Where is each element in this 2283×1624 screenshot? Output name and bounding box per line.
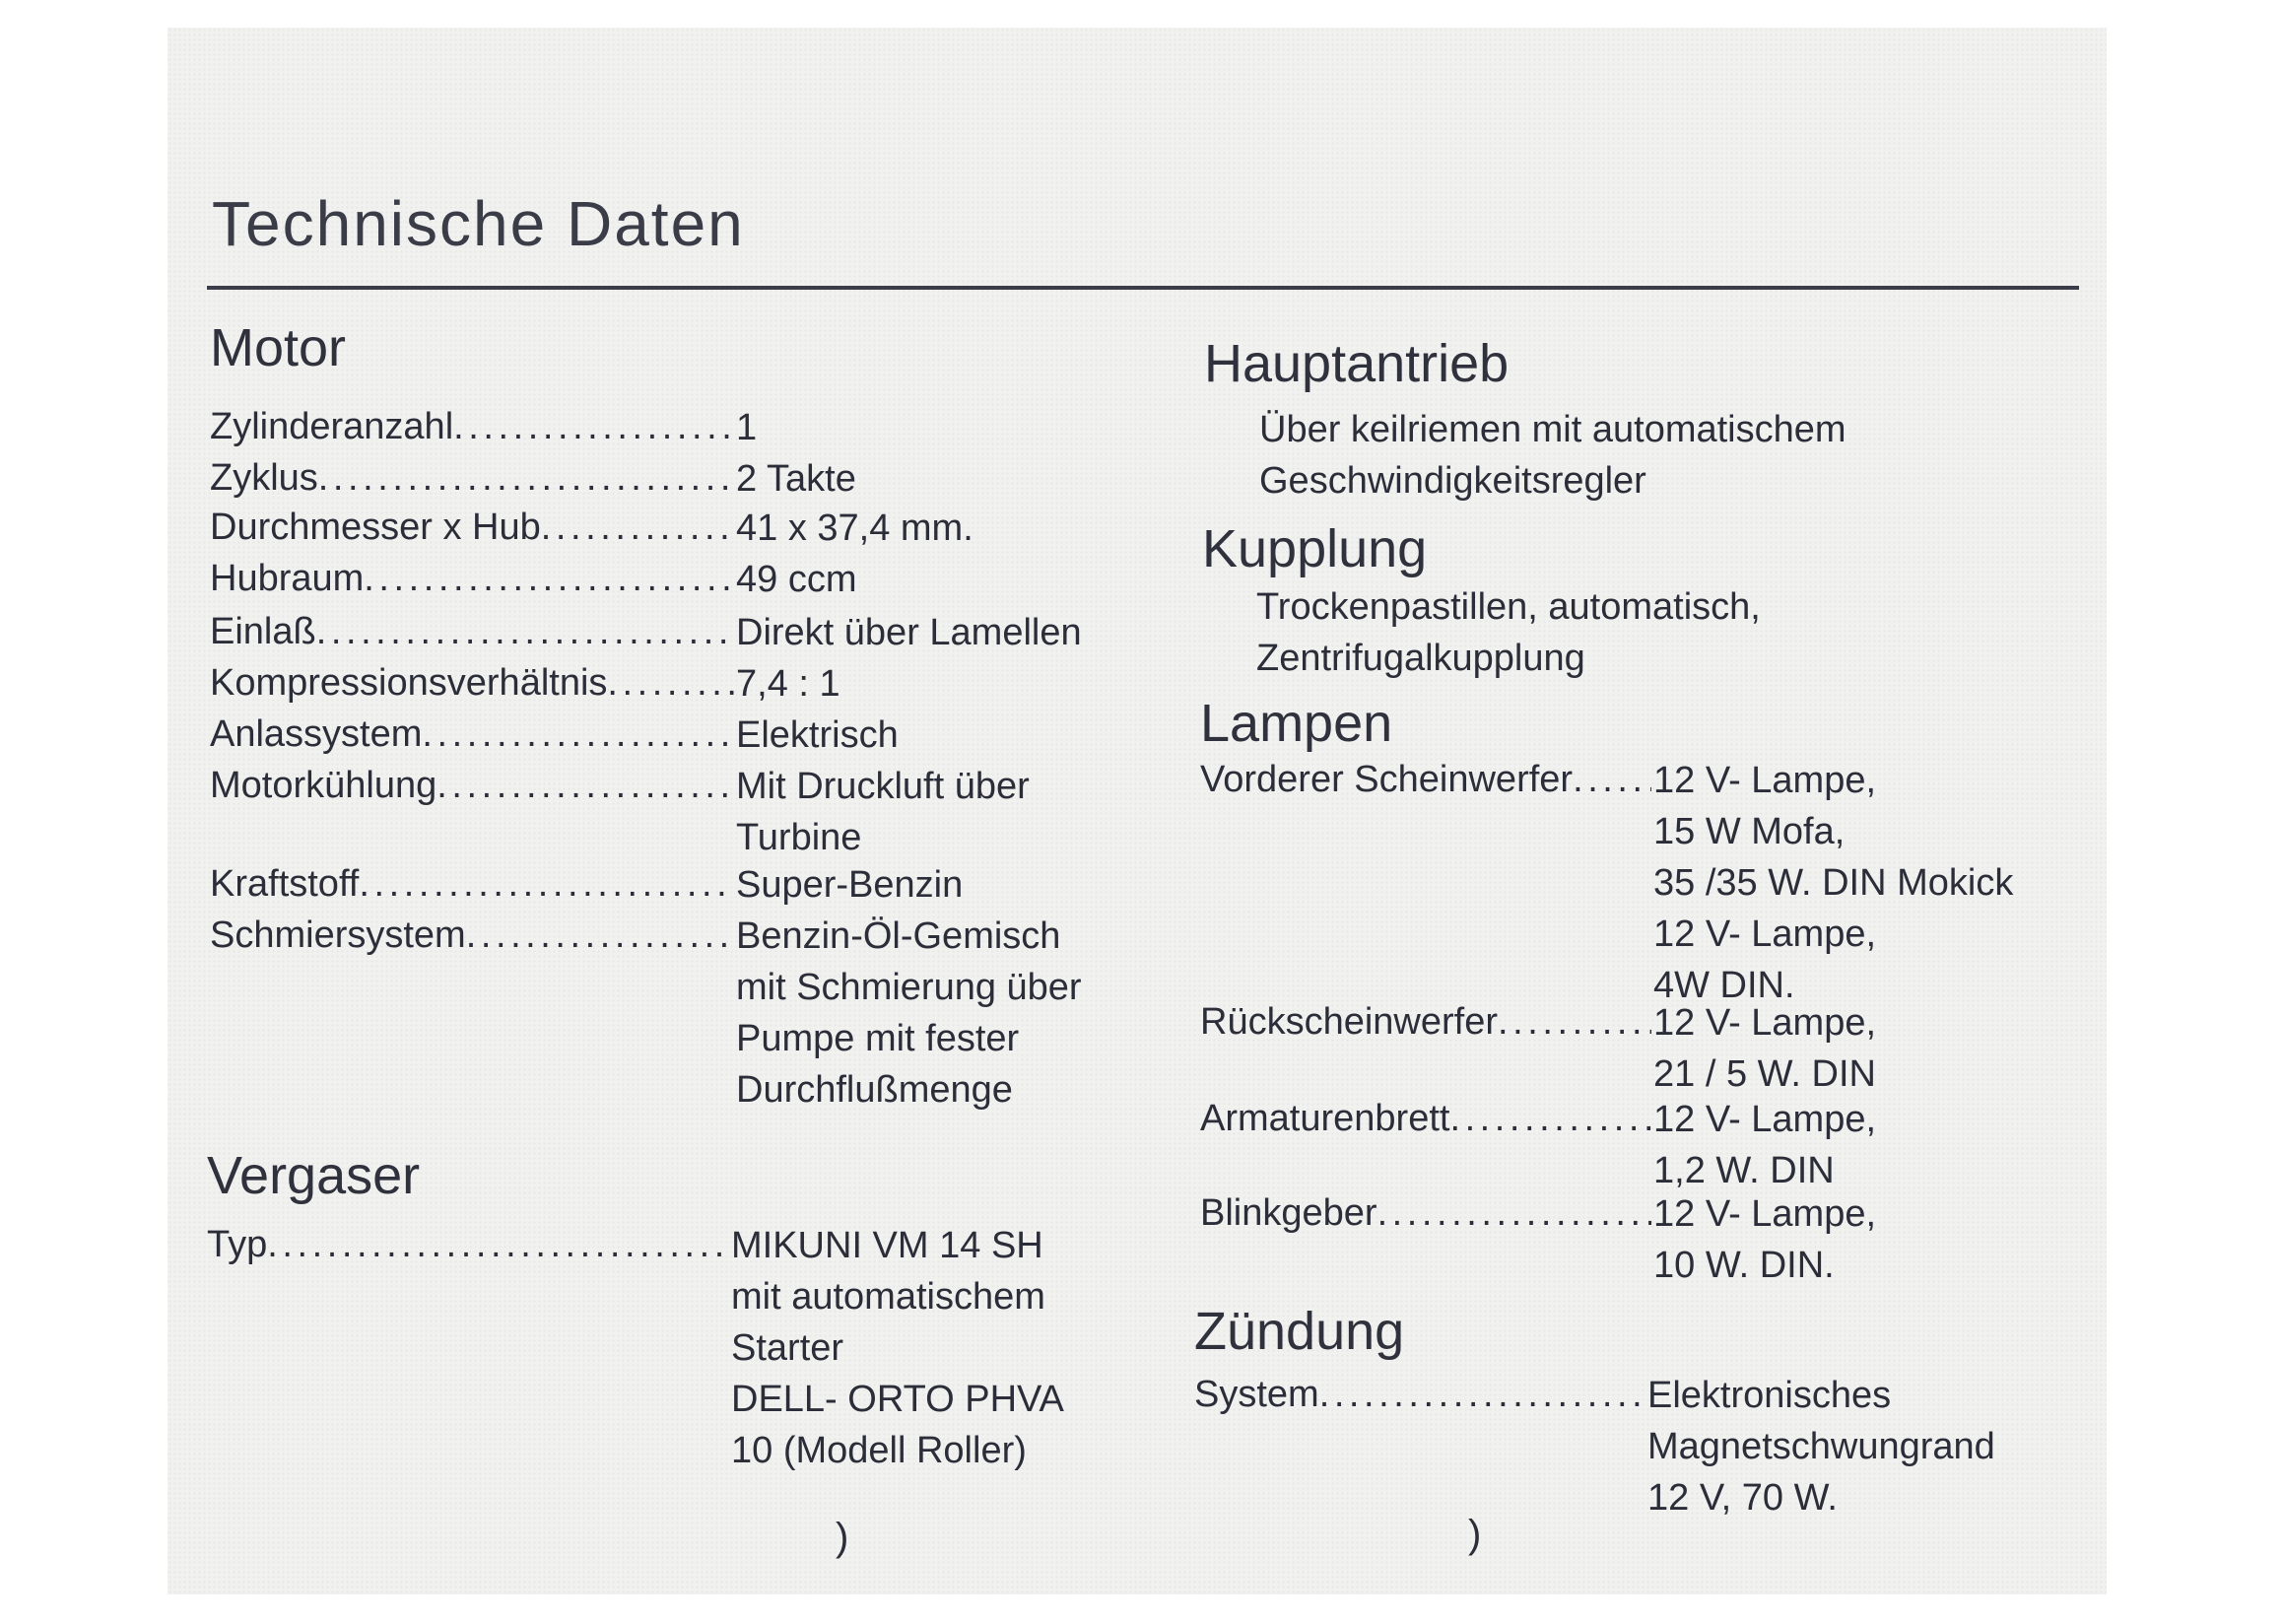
- spec-value-line: Benzin-Öl-Gemisch: [736, 915, 1061, 957]
- spec-value: [1653, 755, 2013, 1011]
- section-heading-motor: Motor: [210, 318, 347, 377]
- spec-value-line: 21 / 5 W. DIN: [1653, 1053, 1876, 1095]
- spec-value-line: Magnetschwungrand: [1647, 1426, 1995, 1467]
- spec-value-line: Turbine: [736, 817, 862, 858]
- spec-label: Schmiersystem . . .: [210, 911, 734, 960]
- spec-value-line: 12 V- Lampe,: [1653, 1099, 1877, 1140]
- spec-value-line: Direkt über Lamellen: [736, 612, 1082, 653]
- spec-label: Einlaß . . .: [210, 607, 734, 656]
- section-heading-lampen: Lampen: [1200, 694, 1393, 753]
- text-line: Trockenpastillen, automatisch,: [1256, 586, 1761, 628]
- spec-value: [736, 503, 974, 554]
- page-mark: ): [836, 1516, 849, 1559]
- spec-value-line: Pumpe mit fester: [736, 1018, 1020, 1059]
- spec-value-line: 7,4 : 1: [736, 663, 840, 705]
- spec-value: [736, 402, 757, 453]
- spec-value-line: Starter: [731, 1327, 844, 1369]
- spec-value-line: mit Schmierung über: [736, 967, 1082, 1008]
- spec-value-line: mit automatischem: [731, 1276, 1045, 1318]
- spec-value-line: 1,2 W. DIN: [1653, 1150, 1835, 1191]
- spec-value-line: 12 V- Lampe,: [1653, 1002, 1877, 1044]
- spec-value-line: 41 x 37,4 mm.: [736, 508, 974, 549]
- spec-value-line: 2 Takte: [736, 458, 856, 500]
- spec-value: [736, 554, 856, 605]
- spec-value: [736, 859, 963, 911]
- spec-label: Durchmesser x Hub . . .: [210, 503, 734, 552]
- spec-label: Zylinderanzahl . . .: [210, 402, 734, 451]
- spec-label: Armaturenbrett . . .: [1200, 1094, 1651, 1143]
- spec-value: [1653, 1188, 1876, 1291]
- spec-value-line: Elektrisch: [736, 714, 899, 756]
- text-line: Über keilriemen mit automatischem: [1259, 409, 1847, 450]
- spec-value-line: 35 /35 W. DIN Mokick: [1653, 862, 2014, 904]
- spec-value-line: 12 V- Lampe,: [1653, 914, 1877, 955]
- spec-value: [736, 658, 840, 710]
- spec-label: Hubraum . . .: [210, 554, 734, 603]
- title-divider: [207, 286, 2079, 290]
- spec-value-line: 10 W. DIN.: [1653, 1245, 1835, 1286]
- spec-value: [1653, 1094, 1876, 1196]
- spec-value-line: 49 ccm: [736, 559, 857, 600]
- spec-value: [731, 1220, 1064, 1476]
- spec-value-line: DELL- ORTO PHVA: [731, 1379, 1064, 1420]
- section-heading-vergaser: Vergaser: [207, 1146, 421, 1205]
- spec-label: Rückscheinwerfer . . .: [1200, 997, 1651, 1047]
- hauptantrieb-text: [1259, 404, 1847, 507]
- spec-value-line: 12 V, 70 W.: [1647, 1477, 1838, 1519]
- kupplung-text: [1256, 581, 1761, 684]
- page-title: Technische Daten: [212, 188, 745, 259]
- spec-value: [736, 911, 1082, 1116]
- spec-value: [1653, 997, 1876, 1100]
- spec-value-line: 12 V- Lampe,: [1653, 760, 1877, 801]
- text-line: Zentrifugalkupplung: [1256, 638, 1585, 679]
- section-heading-hauptantrieb: Hauptantrieb: [1204, 334, 1510, 393]
- spec-label: Typ . . .: [207, 1220, 731, 1269]
- spec-value-line: MIKUNI VM 14 SH: [731, 1225, 1043, 1266]
- spec-value-line: 15 W Mofa,: [1653, 811, 1846, 852]
- spec-label: System . . .: [1194, 1370, 1647, 1419]
- text-line: Geschwindigkeitsregler: [1259, 460, 1646, 502]
- section-heading-kupplung: Kupplung: [1202, 519, 1428, 578]
- section-heading-zuendung: Zündung: [1194, 1302, 1405, 1361]
- spec-value-line: 1: [736, 407, 758, 448]
- spec-value-line: Durchflußmenge: [736, 1069, 1013, 1111]
- spec-value-line: 4W DIN.: [1653, 965, 1795, 1006]
- spec-label: Anlassystem . . .: [210, 710, 734, 759]
- spec-value-line: Elektronisches: [1647, 1375, 1892, 1416]
- page-mark: ): [1468, 1513, 1482, 1556]
- spec-value: [736, 453, 856, 505]
- spec-value: [736, 710, 899, 761]
- spec-label: Kraftstoff . . .: [210, 859, 734, 909]
- spec-value-line: Super-Benzin: [736, 864, 964, 906]
- spec-label: Vorderer Scheinwerfer . . .: [1200, 755, 1651, 804]
- spec-label: Kompressionsverhältnis . . .: [210, 658, 734, 708]
- spec-value: [1647, 1370, 1995, 1523]
- spec-value: [736, 607, 1082, 658]
- spec-label: Motorkühlung . . .: [210, 761, 734, 810]
- spec-label: Blinkgeber . . .: [1200, 1188, 1651, 1238]
- spec-value-line: Mit Druckluft über: [736, 766, 1030, 807]
- spec-value-line: 12 V- Lampe,: [1653, 1193, 1877, 1235]
- spec-value: [736, 761, 1030, 863]
- spec-value-line: 10 (Modell Roller): [731, 1430, 1027, 1471]
- spec-label: Zyklus . . .: [210, 453, 734, 503]
